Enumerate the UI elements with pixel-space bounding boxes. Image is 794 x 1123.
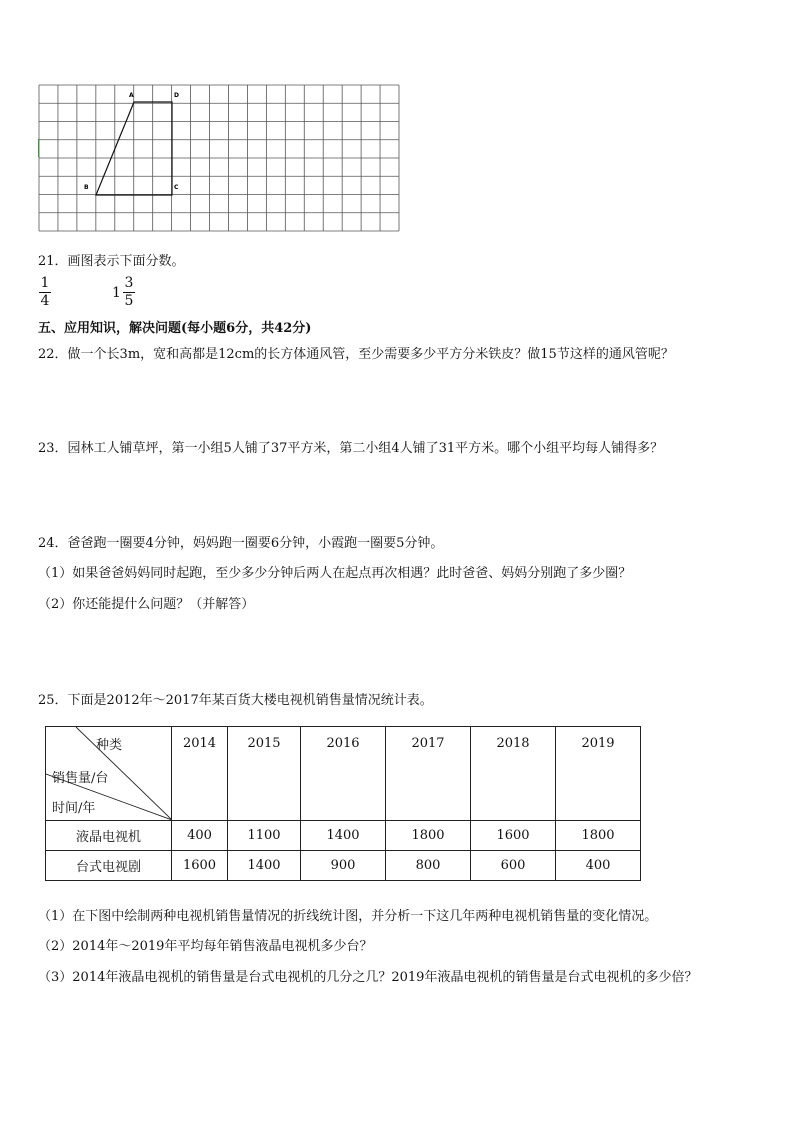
fraction-2-denominator: 5 bbox=[124, 293, 134, 309]
question-23-text: 23．园林工人铺草坪，第一小组5人铺了37平方米，第二小组4人铺了31平方米。哪个小组平均每人铺得多？ bbox=[38, 441, 664, 456]
table-cell: 800 bbox=[386, 851, 471, 881]
diagonal-header-cell bbox=[46, 727, 172, 821]
table-cell: 1100 bbox=[228, 821, 301, 851]
table-cell: 1600 bbox=[471, 821, 556, 851]
table-cell: 1600 bbox=[172, 851, 228, 881]
fraction-1-numerator: 1 bbox=[40, 275, 50, 291]
table-cell: 1800 bbox=[556, 821, 641, 851]
table-row-desktop bbox=[46, 851, 641, 881]
point-a-label: A bbox=[129, 92, 134, 99]
mixed-number-whole: 1 bbox=[112, 284, 121, 301]
year-header: 2016 bbox=[301, 727, 386, 821]
year-header: 2014 bbox=[172, 727, 228, 821]
header-time-label: 时间/年 bbox=[52, 801, 96, 816]
year-header: 2017 bbox=[386, 727, 471, 821]
point-c-label: C bbox=[174, 184, 179, 191]
table-cell: 400 bbox=[172, 821, 228, 851]
fraction-one-quarter bbox=[39, 275, 51, 310]
table-cell: 1400 bbox=[301, 821, 386, 851]
table-cell: 900 bbox=[301, 851, 386, 881]
mixed-number-fraction bbox=[123, 275, 135, 310]
fraction-2-numerator: 3 bbox=[124, 275, 134, 291]
table-header-row bbox=[46, 727, 641, 821]
point-b-label: B bbox=[84, 184, 89, 191]
question-21-text: 21．画图表示下面分数。 bbox=[38, 254, 185, 269]
fraction-1-denominator: 4 bbox=[40, 293, 50, 309]
sales-table bbox=[45, 726, 641, 881]
year-header: 2015 bbox=[228, 727, 301, 821]
question-25-sub-2: （2）2014年～2019年平均每年销售液晶电视机多少台？ bbox=[38, 939, 373, 954]
question-25-sub-1: （1）在下图中绘制两种电视机销售量情况的折线统计图，并分析一下这几年两种电视机销售量的变化情况。 bbox=[38, 909, 658, 924]
header-sales-label: 销售量/台 bbox=[52, 771, 109, 786]
table-row-lcd bbox=[46, 821, 641, 851]
row-label: 台式电视剧 bbox=[46, 851, 172, 881]
row-label: 液晶电视机 bbox=[46, 821, 172, 851]
question-22-text: 22．做一个长3m，宽和高都是12cm的长方体通风管，至少需要多少平方分米铁皮？做15节这样的通风管呢？ bbox=[38, 347, 674, 362]
year-header: 2018 bbox=[471, 727, 556, 821]
mixed-number-one-three-fifths bbox=[112, 275, 135, 310]
question-25-text: 25．下面是2012年～2017年某百货大楼电视机销售量情况统计表。 bbox=[38, 693, 433, 708]
year-header: 2019 bbox=[556, 727, 641, 821]
question-24-text: 24．爸爸跑一圈要4分钟，妈妈跑一圈要6分钟，小霞跑一圈要5分钟。 bbox=[38, 536, 444, 551]
question-24-sub-1: （1）如果爸爸妈妈同时起跑，至少多少分钟后两人在起点再次相遇？此时爸爸、妈妈分别跑了多少圈？ bbox=[38, 566, 632, 581]
table-cell: 400 bbox=[556, 851, 641, 881]
table-cell: 1400 bbox=[228, 851, 301, 881]
point-d-label: D bbox=[174, 92, 179, 99]
table-cell: 600 bbox=[471, 851, 556, 881]
header-kind-label: 种类 bbox=[96, 738, 123, 753]
grid-figure bbox=[38, 84, 400, 232]
section-5-title: 五、应用知识，解决问题(每小题6分，共42分) bbox=[38, 321, 312, 336]
question-25-sub-3: （3）2014年液晶电视机的销售量是台式电视机的几分之几？2019年液晶电视机的销售量是台式电视机的多少倍？ bbox=[38, 970, 698, 985]
question-24-sub-2: （2）你还能提什么问题？（并解答） bbox=[38, 597, 255, 612]
table-cell: 1800 bbox=[386, 821, 471, 851]
grid-lines bbox=[39, 85, 399, 231]
